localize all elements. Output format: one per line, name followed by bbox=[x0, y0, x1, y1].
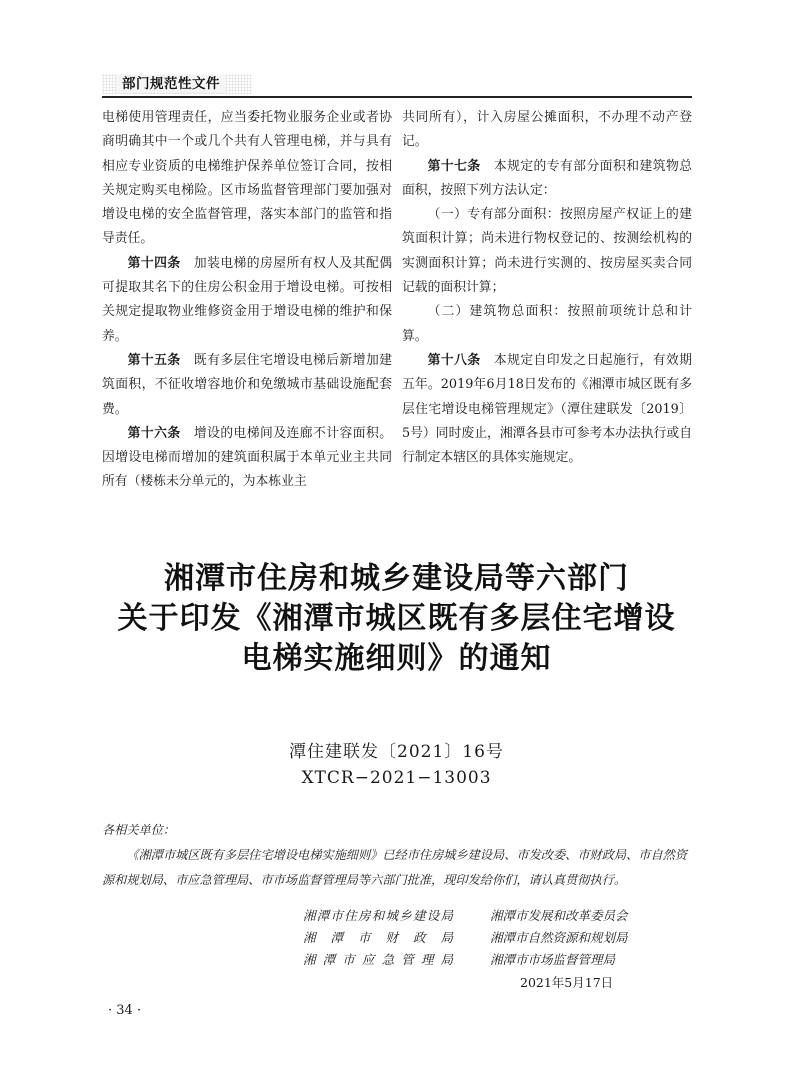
article-15-text: 既有多层住宅增设电梯后新增加建筑面积，不征收增容地价和免缴城市基础设施配套费。 bbox=[102, 352, 393, 417]
salutation: 各相关单位： bbox=[102, 823, 176, 837]
document-code: XTCR−2021−13003 bbox=[301, 768, 492, 788]
signatory: 湘潭市住房和城乡建设局 bbox=[303, 908, 453, 923]
page-header bbox=[102, 71, 692, 97]
article-17-item-1: （一）专有部分面积：按照房屋产权证上的建筑面积计算；尚未进行物权登记的、按测绘机构的实测面积计算；尚未进行实测的、按房屋买卖合同记载的面积计算； bbox=[402, 207, 692, 296]
signatory: 湘潭市自然资源和规划局 bbox=[490, 930, 628, 945]
article-17-label: 第十七条 bbox=[427, 158, 481, 174]
page-number: · 34 · bbox=[108, 1003, 142, 1018]
document-number-block bbox=[0, 739, 793, 791]
article-17 bbox=[402, 155, 692, 204]
article-16-label: 第十六条 bbox=[127, 425, 181, 441]
article-14-text: 加装电梯的房屋所有权人及其配偶可提取其名下的住房公积金用于增设电梯。可按相关规定提取物业维修资金用于增设电梯的维护和保养。 bbox=[102, 255, 393, 344]
article-18-text: 本规定自印发之日起施行，有效期五年。2019年6月18日发布的《湘潭市城区既有多层住宅增设电梯管理规定》（潭住建联发〔2019〕5号）同时废止，湘潭各县市可参考本办法执行或自行制定本辖区的具体实施规定。 bbox=[402, 352, 693, 466]
notice-body bbox=[102, 818, 692, 893]
notice-title-line-3: 电梯实施细则》的通知 bbox=[241, 641, 552, 676]
header-rule bbox=[102, 96, 692, 98]
right-column bbox=[402, 106, 692, 470]
notice-title-line-2: 关于印发《湘潭市城区既有多层住宅增设 bbox=[117, 601, 676, 636]
notice-title bbox=[60, 559, 733, 679]
signatories-right bbox=[490, 905, 650, 971]
article-17-item-2: （二）建筑物总面积：按照前项统计总和计算。 bbox=[402, 304, 692, 344]
signatory: 湘潭市市场监督管理局 bbox=[490, 952, 616, 967]
signatory: 湘潭市发展和改革委员会 bbox=[490, 908, 628, 923]
issue-date: 2021年5月17日 bbox=[520, 975, 614, 990]
article-18 bbox=[402, 349, 692, 470]
article-15-label: 第十五条 bbox=[127, 352, 181, 368]
left-column bbox=[102, 106, 392, 495]
article-16-text: 增设的电梯间及连廊不计容面积。因增设电梯而增加的建筑面积属于本单元业主共同所有（楼栋未分单元的，为本栋业主 bbox=[102, 425, 393, 490]
document-number: 潭住建联发〔2021〕16号 bbox=[289, 742, 504, 762]
article-14 bbox=[102, 252, 392, 349]
signatory: 湘潭市财政局 bbox=[303, 930, 453, 945]
paragraph-continued: 电梯使用管理责任，应当委托物业服务企业或者协商明确其中一个或几个共有人管理电梯，并与具有相应专业资质的电梯维护保养单位签订合同，按相关规定购买电梯险。区市场监督管理部门要加强对增设电梯的安全监督管理，落实本部门的监管和指导责任。 bbox=[102, 110, 392, 247]
article-14-label: 第十四条 bbox=[127, 255, 181, 271]
section-tag: 部门规范性文件 bbox=[116, 75, 226, 93]
signatory: 湘潭市应急管理局 bbox=[303, 952, 453, 967]
article-18-label: 第十八条 bbox=[427, 352, 481, 368]
article-15 bbox=[102, 349, 392, 422]
notice-body-text: 《湘潭市城区既有多层住宅增设电梯实施细则》已经市住房城乡建设局、市发改委、市财政局、市自然资源和规划局、市应急管理局、市市场监督管理局等六部门批准，现印发给你们，请认真贯彻执行。 bbox=[102, 848, 688, 887]
paragraph-continued-right: 共同所有），计入房屋公摊面积，不办理不动产登记。 bbox=[402, 110, 692, 150]
signatories-left bbox=[303, 905, 453, 971]
article-17-text: 本规定的专有部分面积和建筑物总面积，按照下列方法认定： bbox=[402, 158, 693, 198]
notice-title-line-1: 湘潭市住房和城乡建设局等六部门 bbox=[164, 561, 629, 596]
article-16 bbox=[102, 422, 392, 495]
